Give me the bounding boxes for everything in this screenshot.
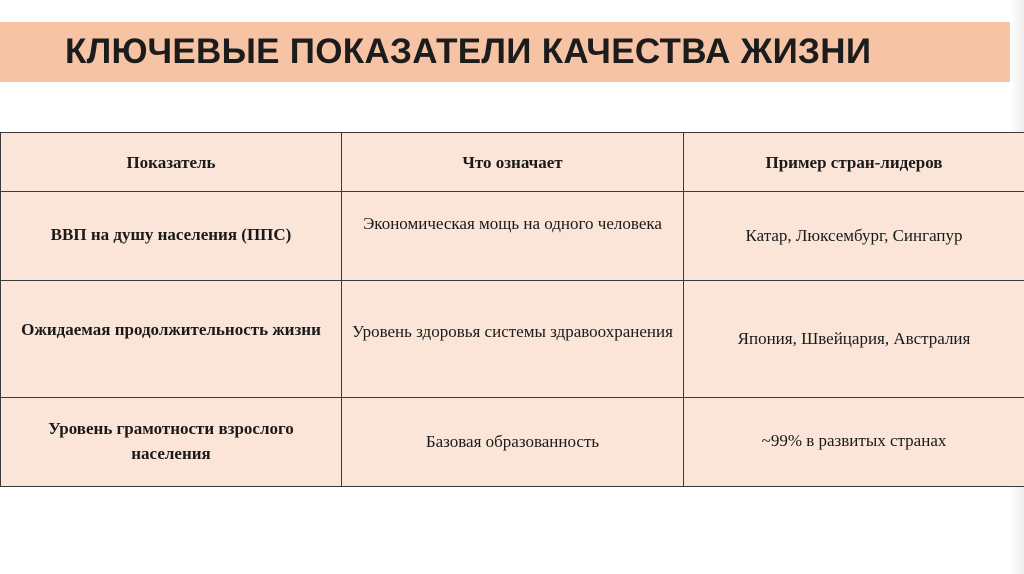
- title-bar: [0, 22, 1024, 82]
- table-row: [1, 398, 1024, 487]
- header-examples: Пример стран-лидеров: [684, 133, 1024, 192]
- indicator-cell: [1, 281, 342, 398]
- table-row: [1, 281, 1024, 398]
- meaning-text: Уровень здоровья системы здравоохранения: [352, 321, 673, 341]
- indicator-cell: [1, 398, 342, 487]
- examples-cell: [684, 192, 1024, 281]
- examples-cell: [684, 398, 1024, 487]
- indicator-text: Уровень грамотности взрослого населения: [48, 419, 294, 463]
- header-meaning: Что означает: [342, 133, 684, 192]
- meaning-cell: [342, 281, 684, 398]
- examples-text: Катар, Люксембург, Сингапур: [745, 225, 963, 245]
- examples-cell: [684, 281, 1024, 398]
- examples-text: ~99% в развитых странах: [761, 430, 947, 450]
- quality-of-life-table: [0, 132, 1024, 487]
- meaning-text: Базовая образованность: [425, 431, 600, 451]
- meaning-cell: [342, 192, 684, 281]
- slide-title: КЛЮЧЕВЫЕ ПОКАЗАТЕЛИ КАЧЕСТВА ЖИЗНИ: [65, 32, 872, 71]
- indicator-text: Ожидаемая продолжительность жизни: [21, 319, 321, 339]
- header-indicator: Показатель: [1, 133, 342, 192]
- indicator-text: ВВП на душу населения (ППС): [50, 224, 292, 244]
- indicator-cell: [1, 192, 342, 281]
- table-row: [1, 192, 1024, 281]
- meaning-cell: [342, 398, 684, 487]
- examples-text: Япония, Швейцария, Австралия: [737, 328, 971, 348]
- meaning-text: Экономическая мощь на одного человека: [363, 213, 662, 233]
- table-header-row: [1, 133, 1024, 192]
